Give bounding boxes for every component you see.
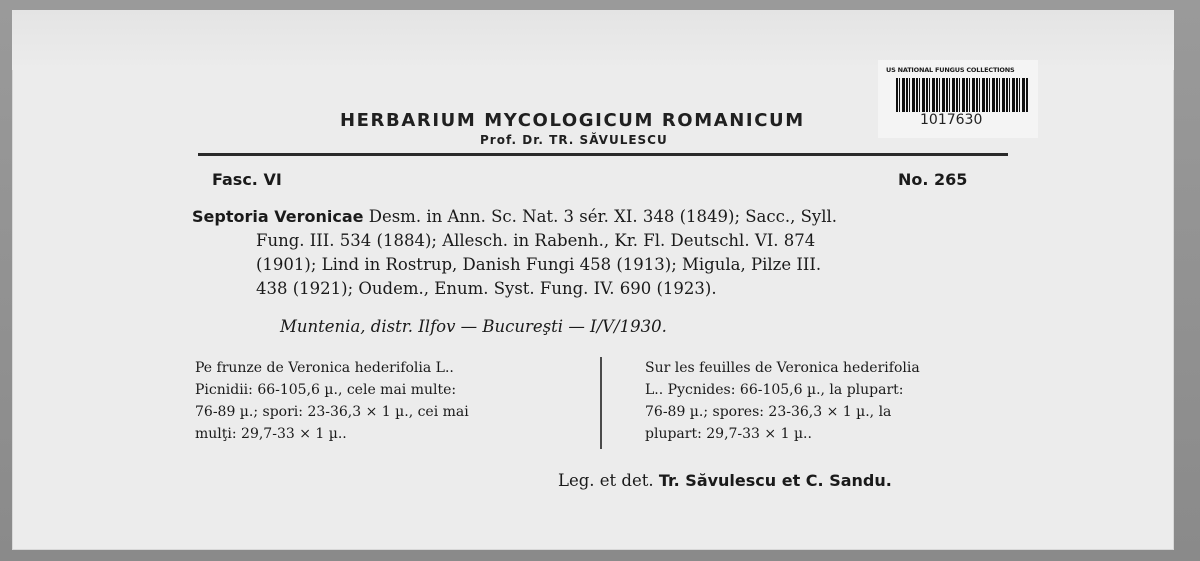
barcode-institution: US NATIONAL FUNGUS COLLECTIONS [886,66,1015,74]
column-divider [600,357,602,449]
citation-line: 438 (1921); Oudem., Enum. Syst. Fung. IV. 690 (1923). [256,279,717,298]
description-line: L.. Pycnides: 66-105,6 µ., la plupart: [645,382,904,398]
specimen-number: No. 265 [898,170,968,189]
fascicle-number: Fasc. VI [212,170,282,189]
barcode-number: 1017630 [920,112,983,128]
citation-text: Desm. in Ann. Sc. Nat. 3 sér. XI. 348 (1849); Sacc., Syll. [368,207,838,226]
description-line: mulţi: 29,7-33 × 1 µ.. [195,426,347,442]
collector-prefix: Leg. et det. [558,471,654,490]
collector-line [558,471,892,490]
locality: Muntenia, distr. Ilfov — Bucureşti — I/V/1930. [280,317,667,336]
description-line: plupart: 29,7-33 × 1 µ.. [645,426,812,442]
citation-line [192,205,1007,229]
collector-names: Tr. Săvulescu et C. Sandu. [658,471,892,490]
description-line: 76-89 µ.; spores: 23-36,3 × 1 µ., la [645,404,892,420]
description-line: 76-89 µ.; spori: 23-36,3 × 1 µ., cei mai [195,404,469,420]
header-rule [198,153,1008,156]
herbarium-subtitle: Prof. Dr. TR. SĂVULESCU [480,133,668,147]
description-line: Picnidii: 66-105,6 µ., cele mai multe: [195,382,457,398]
taxonomic-citation [192,205,1007,301]
citation-line: Fung. III. 534 (1884); Allesch. in Rabenh., Kr. Fl. Deutschl. VI. 874 [256,231,816,250]
herbarium-title: HERBARIUM MYCOLOGICUM ROMANICUM [340,110,805,131]
specimen-label [180,95,1020,515]
species-name: Septoria Veronicae [192,207,364,226]
citation-line: (1901); Lind in Rostrup, Danish Fungi 458 (1913); Migula, Pilze III. [256,255,822,274]
description-french [645,357,1007,445]
description-line: Pe frunze de Veronica hederifolia L.. [195,360,454,376]
description-romanian [195,357,550,445]
description-line: Sur les feuilles de Veronica hederifolia [645,360,920,376]
